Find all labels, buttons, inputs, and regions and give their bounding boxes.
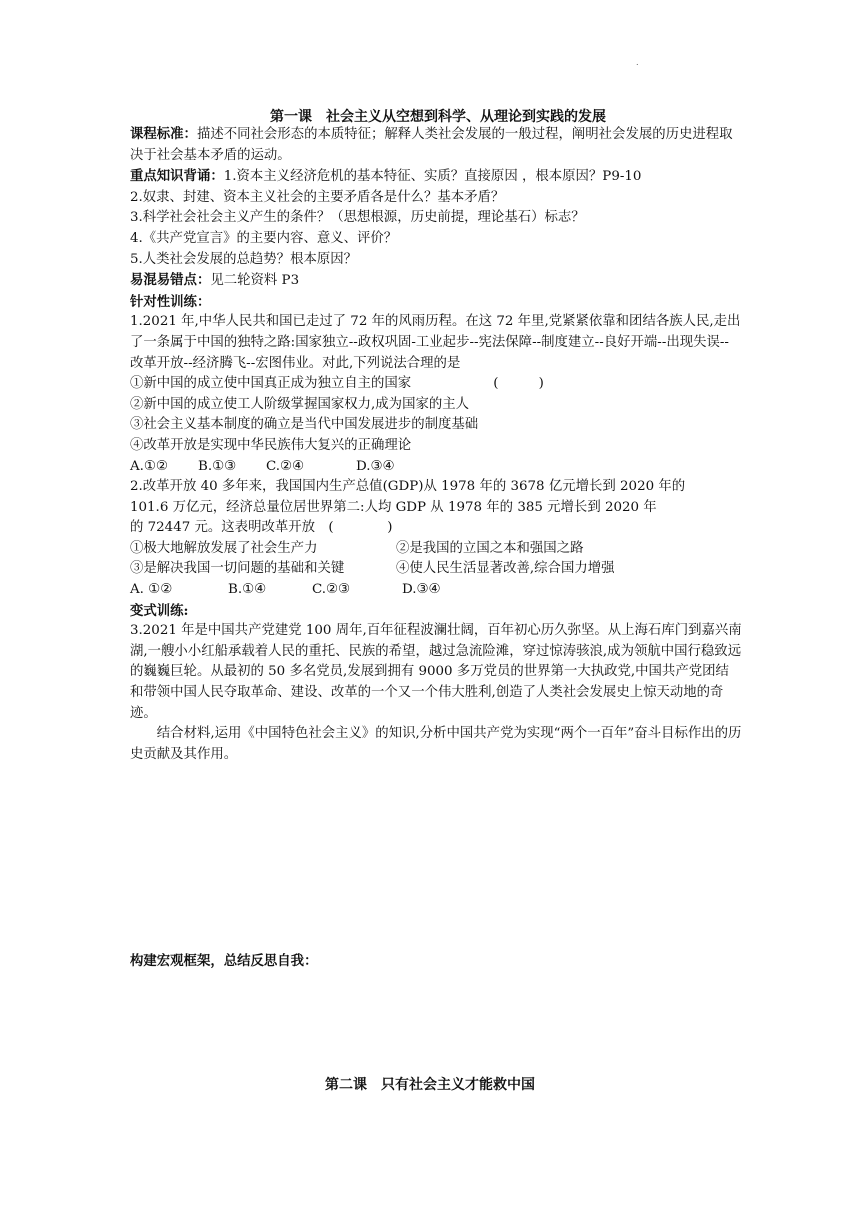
errors-row: [130, 270, 742, 292]
question-2-items-row-1: [130, 539, 742, 560]
question-2-items-row-2: [130, 559, 742, 580]
q1-option-a: A.①②: [130, 458, 168, 474]
standard-text: 描述不同社会形态的本质特征；解释人类社会发展的一般过程，阐明社会发展的历史进程取决于社会基本矛盾的运动。: [130, 127, 733, 163]
lesson2-title: 第二课 只有社会主义才能救中国: [325, 1077, 535, 1093]
keypoint-1: [130, 166, 742, 188]
q1-option-d: D.③④: [356, 458, 395, 474]
q2-option-d: D.③④: [402, 582, 441, 598]
course-standard: [130, 124, 742, 166]
question-2-stem-2: 101.6 万亿元，经济总量位居世界第二:人均 GDP 从 1978 年的 385 元增长到 2020 年: [130, 499, 657, 515]
question-1-item-3: ③社会主义基本制度的确立是当代中国发展进步的制度基础: [130, 417, 479, 433]
keypoints-label: 重点知识背诵：: [130, 168, 224, 185]
q1-option-b: B.①③: [198, 458, 237, 474]
framework-prompt: 构建宏观框架，总结反思自我：: [130, 953, 318, 970]
keypoint-3: 3.科学社会社会主义产生的条件？（思想根源，历史前提，理论基石）标志？: [130, 210, 585, 226]
q2-option-b: B.①④: [228, 582, 267, 598]
standard-label: 课程标准：: [130, 126, 197, 142]
q2-item-3: ③是解决我国一切问题的基础和关键: [130, 561, 345, 577]
errors-text: 见二轮资料 P3: [210, 273, 300, 289]
question-3-stem: 3.2021 年是中国共产党建党 100 周年,百年征程波澜壮阔，百年初心历久弥坚。从上海石库门到嘉兴南湖,一艘小小红船承载着人民的重托、民族的希望，越过急流险滩，穿过惊涛骇浪,成为领航中国行稳致远的巍巍巨轮。从最初的 50 多名党员,发展到拥有 9000 多万党员的世界第一大执政党,中国共产党团结和带领中国人民夺取革命、建设、改革的一个又一个伟大胜利,创造了人类社会发展史上惊天动地的奇迹。: [130, 623, 742, 721]
q1-answer-paren: ( ): [493, 376, 544, 392]
lesson1-title: 第一课 社会主义从空想到科学、从理论到实践的发展: [270, 109, 606, 125]
q1-option-c: C.②④: [266, 458, 305, 474]
variant-label: 变式训练:: [130, 602, 189, 619]
keypoint-2: 2.奴隶、封建、资本主义社会的主要矛盾各是什么？基本矛盾？: [130, 189, 505, 205]
question-1-item-4: ④改革开放是实现中华民族伟大复兴的正确理论: [130, 437, 412, 453]
keypoint-text: 1.资本主义经济危机的基本特征、实质？直接原因 ，根本原因？P9-10: [223, 169, 642, 185]
question-3-task: 结合材料,运用《中国特色社会主义》的知识,分析中国共产党为实现“两个一百年”奋斗目标作出的历史贡献及其作用。: [130, 726, 742, 762]
answer-space: [130, 765, 742, 951]
q2-item-1: ①极大地解放发展了社会生产力: [130, 540, 318, 556]
q2-option-a: A. ①②: [130, 582, 173, 598]
question-1-stem: 1.2021 年,中华人民共和国已走过了 72 年的风雨历程。在这 72 年里,党紧紧依靠和团结各族人民,走出了一条属于中国的独特之路:国家独立--政权巩固-工业起步--宪法保障--制度建立--良好开端--出现失误--改革开放--经济腾飞--宏图伟业。对此,下列说法合理的是: [130, 314, 741, 371]
question-2-stem-3: 的 72447 元。这表明改革开放 ( ): [130, 520, 393, 536]
training-label: 针对性训练：: [130, 293, 211, 310]
keypoint-4: 4.《共产党宣言》的主要内容、意义、评价？: [130, 230, 398, 246]
question-2-stem-1: 2.改革开放 40 多年来，我国国内生产总值(GDP)从 1978 年的 3678 亿元增长到 2020 年的: [130, 479, 686, 495]
errors-label: 易混易错点：: [130, 272, 211, 289]
q2-item-4: ④使人民生活显著改善,综合国力增强: [396, 561, 615, 577]
question-2-options: [130, 580, 742, 601]
header-dot: .: [636, 58, 639, 67]
q2-item-2: ②是我国的立国之本和强国之路: [396, 540, 584, 556]
question-1-item-2: ②新中国的成立使工人阶级掌握国家权力,成为国家的主人: [130, 396, 470, 412]
lesson1-content: [130, 124, 742, 972]
question-1-item-1: [130, 374, 742, 395]
keypoint-5: 5.人类社会发展的总趋势？根本原因？: [130, 251, 358, 267]
q1-item-text: ①新中国的成立使中国真正成为独立自主的国家: [130, 376, 412, 392]
q2-option-c: C.②③: [312, 582, 351, 598]
question-1-options: [130, 457, 742, 478]
